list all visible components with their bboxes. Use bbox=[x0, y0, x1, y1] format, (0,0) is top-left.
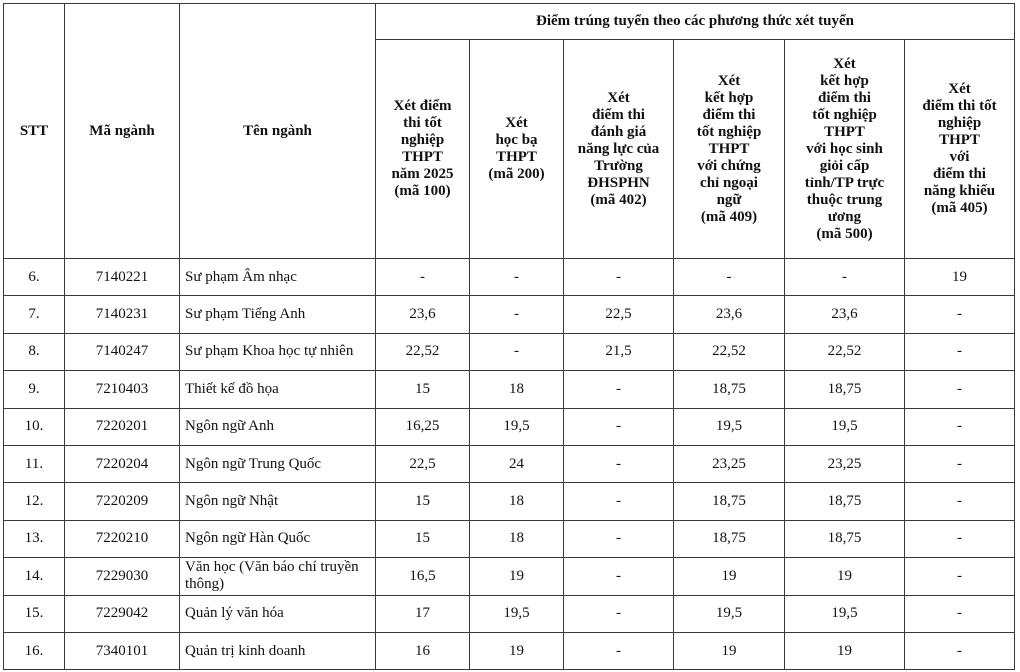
cell-method-100: 22,5 bbox=[376, 445, 470, 482]
cell-method-500: 18,75 bbox=[785, 520, 905, 557]
table-row bbox=[4, 296, 1015, 333]
cell-method-200: - bbox=[470, 296, 564, 333]
cell-major-name: Ngôn ngữ Trung Quốc bbox=[180, 445, 376, 482]
cell-method-405: - bbox=[905, 483, 1015, 520]
header-method-line: (mã 409) bbox=[700, 208, 758, 225]
header-method-group: Điểm trúng tuyển theo các phương thức xét tuyển bbox=[376, 4, 1015, 40]
header-method-line: tỉnh/TP trực bbox=[804, 174, 885, 191]
table-row bbox=[4, 520, 1015, 557]
cell-major-name: Ngôn ngữ Nhật bbox=[180, 483, 376, 520]
cell-stt: 10. bbox=[4, 408, 65, 445]
cell-stt: 7. bbox=[4, 296, 65, 333]
header-method-100 bbox=[376, 40, 470, 259]
cell-stt: 14. bbox=[4, 558, 65, 595]
header-method-line: Xét bbox=[948, 81, 971, 97]
cell-method-500: 19,5 bbox=[785, 408, 905, 445]
header-method-line: THPT bbox=[496, 149, 537, 165]
cell-method-402: - bbox=[564, 595, 674, 632]
cell-method-402: 21,5 bbox=[564, 333, 674, 370]
cell-method-409: 18,75 bbox=[674, 371, 785, 408]
header-major-code: Mã ngành bbox=[65, 4, 180, 259]
cell-major-name: Thiết kế đồ họa bbox=[180, 371, 376, 408]
cell-method-100: 15 bbox=[376, 483, 470, 520]
cell-method-200: 18 bbox=[470, 371, 564, 408]
cell-method-200: 18 bbox=[470, 483, 564, 520]
header-method-200 bbox=[470, 40, 564, 259]
header-method-line: kết hợp bbox=[820, 72, 869, 89]
cell-method-100: 17 bbox=[376, 595, 470, 632]
header-method-line: (mã 500) bbox=[816, 225, 873, 242]
cell-method-500: 22,52 bbox=[785, 333, 905, 370]
header-method-line: nghiệp bbox=[937, 115, 982, 131]
cell-method-200: 19,5 bbox=[470, 408, 564, 445]
cell-method-409: 23,6 bbox=[674, 296, 785, 333]
cell-method-402: - bbox=[564, 558, 674, 595]
cell-method-402: - bbox=[564, 520, 674, 557]
cell-method-100: 16,5 bbox=[376, 558, 470, 595]
header-method-409 bbox=[674, 40, 785, 259]
header-major-name: Tên ngành bbox=[180, 4, 376, 259]
header-method-line: điểm thi bbox=[592, 106, 645, 123]
table-row bbox=[4, 371, 1015, 408]
cell-method-100: 23,6 bbox=[376, 296, 470, 333]
cell-method-409: 23,25 bbox=[674, 445, 785, 482]
table-row bbox=[4, 333, 1015, 370]
cell-method-500: 19 bbox=[785, 632, 905, 669]
cell-method-405: 19 bbox=[905, 259, 1015, 296]
cell-method-100: 22,52 bbox=[376, 333, 470, 370]
header-method-line: ĐHSPHN bbox=[587, 174, 650, 191]
header-method-line: THPT bbox=[402, 149, 443, 165]
cell-major-name: Văn học (Văn báo chí truyền thông) bbox=[180, 558, 376, 595]
cell-method-200: - bbox=[470, 259, 564, 296]
cell-method-200: 19 bbox=[470, 632, 564, 669]
cell-major-name: Ngôn ngữ Anh bbox=[180, 408, 376, 445]
header-method-line: điểm thi bbox=[702, 106, 756, 123]
cell-method-200: 19 bbox=[470, 558, 564, 595]
header-method-line: (mã 402) bbox=[590, 191, 647, 208]
cell-method-409: 19 bbox=[674, 558, 785, 595]
cell-method-409: 18,75 bbox=[674, 520, 785, 557]
header-method-line: với học sinh bbox=[806, 140, 883, 157]
cell-major-code: 7210403 bbox=[65, 371, 180, 408]
header-method-line: tốt nghiệp bbox=[812, 106, 877, 123]
header-method-line: Xét bbox=[717, 72, 741, 89]
cell-major-code: 7140247 bbox=[65, 333, 180, 370]
cell-method-405: - bbox=[905, 558, 1015, 595]
cell-method-402: - bbox=[564, 259, 674, 296]
cell-stt: 13. bbox=[4, 520, 65, 557]
cell-method-405: - bbox=[905, 333, 1015, 370]
cell-method-409: 18,75 bbox=[674, 483, 785, 520]
header-method-line: (mã 100) bbox=[394, 183, 451, 199]
cell-method-402: - bbox=[564, 483, 674, 520]
header-method-line: chỉ ngoại bbox=[700, 174, 758, 191]
cell-method-100: 15 bbox=[376, 520, 470, 557]
header-method-line: THPT bbox=[708, 140, 750, 157]
cell-method-200: 24 bbox=[470, 445, 564, 482]
cell-major-code: 7140221 bbox=[65, 259, 180, 296]
table-body bbox=[4, 259, 1015, 670]
cell-method-402: - bbox=[564, 445, 674, 482]
cell-method-402: 22,5 bbox=[564, 296, 674, 333]
cell-stt: 11. bbox=[4, 445, 65, 482]
header-method-line: với chứng bbox=[697, 157, 761, 174]
table-row bbox=[4, 558, 1015, 595]
header-method-line: (mã 405) bbox=[931, 200, 988, 216]
header-method-405 bbox=[905, 40, 1015, 259]
cell-stt: 8. bbox=[4, 333, 65, 370]
header-method-line: năng lực của bbox=[577, 140, 660, 157]
header-method-line: năm 2025 bbox=[391, 166, 454, 182]
header-stt: STT bbox=[4, 4, 65, 259]
cell-major-name: Quản trị kinh doanh bbox=[180, 632, 376, 669]
cell-stt: 6. bbox=[4, 259, 65, 296]
header-method-500 bbox=[785, 40, 905, 259]
header-method-line: Xét bbox=[505, 115, 528, 131]
cell-method-405: - bbox=[905, 296, 1015, 333]
header-method-line: THPT bbox=[939, 132, 980, 148]
cell-method-405: - bbox=[905, 595, 1015, 632]
cell-method-402: - bbox=[564, 371, 674, 408]
header-method-line: với bbox=[949, 149, 970, 165]
cell-method-405: - bbox=[905, 520, 1015, 557]
cell-method-500: 23,25 bbox=[785, 445, 905, 482]
cell-method-500: 19 bbox=[785, 558, 905, 595]
table-row bbox=[4, 445, 1015, 482]
cell-method-100: 15 bbox=[376, 371, 470, 408]
table-row bbox=[4, 632, 1015, 669]
cell-major-code: 7220210 bbox=[65, 520, 180, 557]
header-method-line: thi tốt bbox=[403, 115, 442, 131]
header-method-line: điểm thi bbox=[818, 89, 871, 106]
header-method-line: Xét điểm bbox=[393, 98, 452, 114]
header-method-line: học bạ bbox=[495, 132, 538, 148]
cell-method-405: - bbox=[905, 371, 1015, 408]
header-method-line: điểm thi bbox=[933, 166, 986, 182]
admission-scores-table bbox=[3, 3, 1015, 670]
table-header bbox=[4, 4, 1015, 259]
cell-major-name: Ngôn ngữ Hàn Quốc bbox=[180, 520, 376, 557]
header-method-line: ngữ bbox=[716, 191, 742, 208]
cell-major-name: Quản lý văn hóa bbox=[180, 595, 376, 632]
table-row bbox=[4, 408, 1015, 445]
cell-method-409: 19 bbox=[674, 632, 785, 669]
cell-method-500: 19,5 bbox=[785, 595, 905, 632]
header-method-line: năng khiếu bbox=[923, 183, 996, 199]
header-method-line: Xét bbox=[607, 89, 630, 106]
cell-stt: 12. bbox=[4, 483, 65, 520]
cell-method-402: - bbox=[564, 408, 674, 445]
header-method-line: giỏi cấp bbox=[819, 157, 870, 174]
header-method-line: (mã 200) bbox=[488, 166, 545, 182]
cell-major-code: 7220209 bbox=[65, 483, 180, 520]
cell-stt: 9. bbox=[4, 371, 65, 408]
cell-method-405: - bbox=[905, 408, 1015, 445]
header-method-line: tốt nghiệp bbox=[696, 123, 762, 140]
header-method-line: điểm thi tốt bbox=[922, 98, 997, 114]
cell-method-100: 16,25 bbox=[376, 408, 470, 445]
cell-major-code: 7220201 bbox=[65, 408, 180, 445]
header-method-line: Xét bbox=[833, 55, 856, 72]
table-row bbox=[4, 595, 1015, 632]
header-method-line: ương bbox=[827, 208, 862, 225]
cell-method-200: - bbox=[470, 333, 564, 370]
cell-method-409: 19,5 bbox=[674, 408, 785, 445]
table-row bbox=[4, 259, 1015, 296]
header-method-402 bbox=[564, 40, 674, 259]
cell-major-code: 7140231 bbox=[65, 296, 180, 333]
cell-major-code: 7229030 bbox=[65, 558, 180, 595]
cell-method-500: - bbox=[785, 259, 905, 296]
cell-method-409: - bbox=[674, 259, 785, 296]
cell-major-code: 7220204 bbox=[65, 445, 180, 482]
cell-method-405: - bbox=[905, 632, 1015, 669]
cell-major-code: 7340101 bbox=[65, 632, 180, 669]
cell-stt: 15. bbox=[4, 595, 65, 632]
header-method-line: đánh giá bbox=[590, 123, 647, 140]
table-row bbox=[4, 483, 1015, 520]
header-method-line: nghiệp bbox=[400, 132, 445, 148]
header-method-line: THPT bbox=[824, 123, 865, 140]
cell-method-200: 18 bbox=[470, 520, 564, 557]
cell-method-500: 18,75 bbox=[785, 483, 905, 520]
cell-major-name: Sư phạm Tiếng Anh bbox=[180, 296, 376, 333]
cell-method-409: 22,52 bbox=[674, 333, 785, 370]
header-method-line: kết hợp bbox=[704, 89, 754, 106]
cell-method-100: - bbox=[376, 259, 470, 296]
cell-method-409: 19,5 bbox=[674, 595, 785, 632]
cell-method-500: 18,75 bbox=[785, 371, 905, 408]
header-method-line: thuộc trung bbox=[806, 191, 883, 208]
cell-method-405: - bbox=[905, 445, 1015, 482]
cell-major-code: 7229042 bbox=[65, 595, 180, 632]
cell-stt: 16. bbox=[4, 632, 65, 669]
cell-method-402: - bbox=[564, 632, 674, 669]
cell-major-name: Sư phạm Âm nhạc bbox=[180, 259, 376, 296]
cell-method-100: 16 bbox=[376, 632, 470, 669]
header-method-line: Trường bbox=[594, 157, 643, 174]
cell-method-200: 19,5 bbox=[470, 595, 564, 632]
cell-method-500: 23,6 bbox=[785, 296, 905, 333]
cell-major-name: Sư phạm Khoa học tự nhiên bbox=[180, 333, 376, 370]
